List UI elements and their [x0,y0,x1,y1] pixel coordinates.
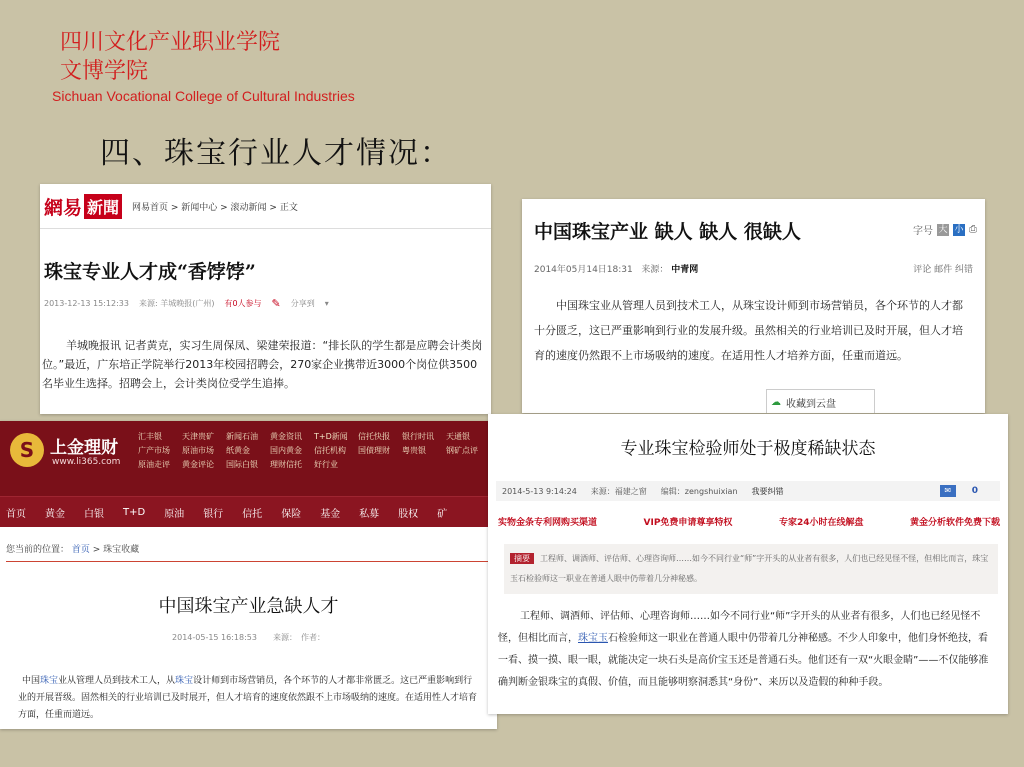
netease-logo: 網易 [44,196,83,219]
article-headline: 中国珠宝产业急缺人才 [158,596,339,617]
ad-link[interactable]: VIP免费申请尊享特权 [643,518,733,528]
quick-link[interactable]: 国内黄金 [270,446,302,455]
quick-link[interactable]: 原油市场 [182,446,214,455]
summary-text: 工程师、调酒师、评估师、心理咨询师……如今不同行业“师”字开头的从业者有很多，人们也已经见怪不怪，但相比而言，珠宝玉石检验师这一职业在普通人眼中仍带着几分神秘感。 [510,554,989,583]
edit-icon[interactable]: ✎ [271,297,281,310]
main-nav [0,496,497,527]
keyword-link[interactable]: 珠宝 [175,676,194,686]
nav-item[interactable]: 矿 [437,508,448,520]
article-meta: 2014-05-15 16:18:53 来源： 作者： [172,633,325,642]
quick-link[interactable]: 新闻石油 [226,432,258,441]
quick-link[interactable]: 国际白银 [226,460,258,469]
slide-heading: 四、珠宝行业人才情况： [100,136,452,171]
source-label: 来源： [641,265,669,275]
nav-item[interactable]: 黄金 [45,508,65,520]
article-source: 来源: 羊城晚报(广州) [138,299,215,308]
quick-link[interactable]: 理财信托 [270,460,302,469]
quick-link[interactable]: T+D新闻 [314,432,348,441]
cloud-save-toolbar [766,389,875,413]
nav-item[interactable]: 白银 [84,508,104,520]
news-screenshot-jinrong [0,421,497,729]
quick-link[interactable]: 好行业 [314,460,338,469]
article-source: 来源：福建之窗 [590,486,647,496]
news-screenshot-fjsen [488,414,1008,714]
nav-item[interactable]: 基金 [320,508,341,520]
breadcrumb [6,542,497,555]
article-date: 2013-12-13 15:12:33 [44,299,129,308]
comment-count-link[interactable]: 有0人参与 [224,299,262,308]
quick-link[interactable]: 钢矿点评 [446,446,478,455]
article-meta [496,481,1000,501]
site-header [0,421,497,496]
nav-item[interactable]: 首页 [6,508,26,520]
keyword-link[interactable]: 珠宝玉 [578,633,608,644]
quick-link[interactable]: 粤贵银 [402,446,426,455]
nav-item[interactable]: 银行 [203,508,224,520]
correction-link[interactable]: 我要纠错 [751,486,784,496]
article-meta [534,262,973,275]
quick-link[interactable]: 信托快报 [358,432,390,441]
breadcrumb-path[interactable]: > 珠宝收藏 [92,545,140,555]
article-meta [44,297,491,310]
nav-item[interactable]: 信托 [242,508,263,520]
article-body: 中国珠宝业从管理人员到技术工人，从珠宝设计师到市场营销员，各个环节的人才都非常匮乏。这已严重影响到行业的开展晋级。固然相关的行业培训已及时展开，但人才培育的速度依然跟不上市场吸纳的速度。在适用性人才培育方面，任重而道远。 [18,676,478,720]
font-small-button[interactable]: 小 [954,224,964,235]
print-icon[interactable]: ⎙ [969,224,977,235]
quick-link[interactable]: 黄金资讯 [270,432,302,441]
article-body: 羊城晚报讯 记者黄克，实习生周保凤、梁建荣报道：“排长队的学生都是应聘会计类岗位。”最近，广东培正学院举行2013年校园招聘会，270家企业携带近3000个岗位供3500名毕业生选择。招聘会上，会计类岗位受学生追捧。 [42,339,483,390]
divider [6,561,491,562]
article-source: 中青网 [671,265,699,275]
cloud-icon[interactable]: ☁ [771,396,781,408]
font-size-label: 字号 [913,226,933,237]
comment-icon[interactable]: ✉ [940,485,956,497]
article-date: 2014-5-13 9:14:24 [502,486,577,496]
summary-tag: 摘要 [510,553,534,564]
netease-news-logo: 新聞 [84,194,122,219]
location-label: 您当前的位置： [6,545,70,555]
quick-link[interactable]: 纸黄金 [226,446,250,455]
netease-topbar [40,184,491,229]
ad-link[interactable]: 实物金条专利网购买渠道 [498,518,598,528]
ad-links [498,515,1000,528]
school-department-cn: 文博学院 [60,59,149,84]
quick-link[interactable]: 原油走评 [138,460,170,469]
chevron-down-icon[interactable]: ▾ [324,299,329,308]
quick-link[interactable]: 国债理财 [358,446,390,455]
quick-link[interactable]: 汇丰银 [138,432,162,441]
nav-item[interactable]: 保险 [281,508,302,520]
article-date: 2014年05月14日18:31 [534,265,633,275]
nav-item[interactable]: 股权 [398,508,419,520]
quick-link[interactable]: 黄金评论 [182,460,214,469]
news-screenshot-cyol [522,199,985,413]
font-large-button[interactable]: 大 [938,224,948,235]
school-name-cn: 四川文化产业职业学院 [60,30,281,55]
school-header [52,28,355,104]
cloud-save-link[interactable]: 收藏到云盘 [786,398,836,410]
nav-item[interactable]: 原油 [164,508,185,520]
font-size-tools [913,222,977,237]
quick-link[interactable]: 广产市场 [138,446,170,455]
quick-link[interactable]: 天通银 [446,432,470,441]
breadcrumb-home-link[interactable]: 首页 [71,545,90,555]
article-body: 工程师、调酒师、评估师、心理咨询师……如今不同行业“师”字开头的从业者有很多，人们也已经见怪不怪，但相比而言，珠宝玉石检验师这一职业在普通人眼中仍带着几分神秘感。不少人印象中，他们身怀绝技，看一看、摸一摸、眼一眼，就能决定一块石头是高价宝玉还是普通石头。他们还有一双“火眼金睛”——不仅能够准确判断金银珠宝的真假、价值，而且能够明察洞悉其“身份”、来历以及造假的种种手段。 [498,611,989,688]
comment-links[interactable]: 评论 邮件 纠错 [913,265,973,275]
ad-link[interactable]: 黄金分析软件免费下载 [909,518,1000,528]
quick-links [138,431,486,470]
share-link[interactable]: 分享到 [290,299,315,308]
school-name-en: Sichuan Vocational College of Cultural Industries [52,88,355,104]
article-headline: 中国珠宝产业 缺人 缺人 很缺人 [534,221,801,243]
news-screenshot-netease [40,184,491,414]
keyword-link[interactable]: 珠宝 [40,676,59,686]
nav-item[interactable]: T+D [123,506,146,518]
quick-link[interactable]: 信托机构 [314,446,346,455]
article-headline: 专业珠宝检验师处于极度稀缺状态 [620,439,876,459]
quick-link[interactable]: 天津贵矿 [182,432,214,441]
comment-count[interactable]: 0 [971,486,978,496]
article-body: 中国珠宝业从管理人员到技术工人，从珠宝设计师到市场营销员，各个环节的人才都十分匮乏，这已严重影响到行业的发展升级。虽然相关的行业培训已及时开展，但人才培育的速度仍然跟不上市场吸纳的速度。在适用性人才培养方面，任重而道远。 [534,299,963,362]
article-editor: 编辑：zengshuixian [660,486,738,496]
breadcrumb[interactable]: 网易首页 > 新闻中心 > 滚动新闻 > 正文 [132,202,298,213]
quick-link[interactable]: 银行时讯 [402,432,434,441]
nav-item[interactable]: 私募 [359,508,380,520]
site-brand[interactable]: 上金理财 [50,438,118,458]
article-headline: 珠宝专业人才成“香饽饽” [44,261,256,283]
site-url: www.li365.com [52,457,121,467]
article-summary [504,544,998,594]
ad-link[interactable]: 专家24小时在线解盘 [778,518,864,528]
site-logo-icon[interactable]: S [10,433,44,467]
